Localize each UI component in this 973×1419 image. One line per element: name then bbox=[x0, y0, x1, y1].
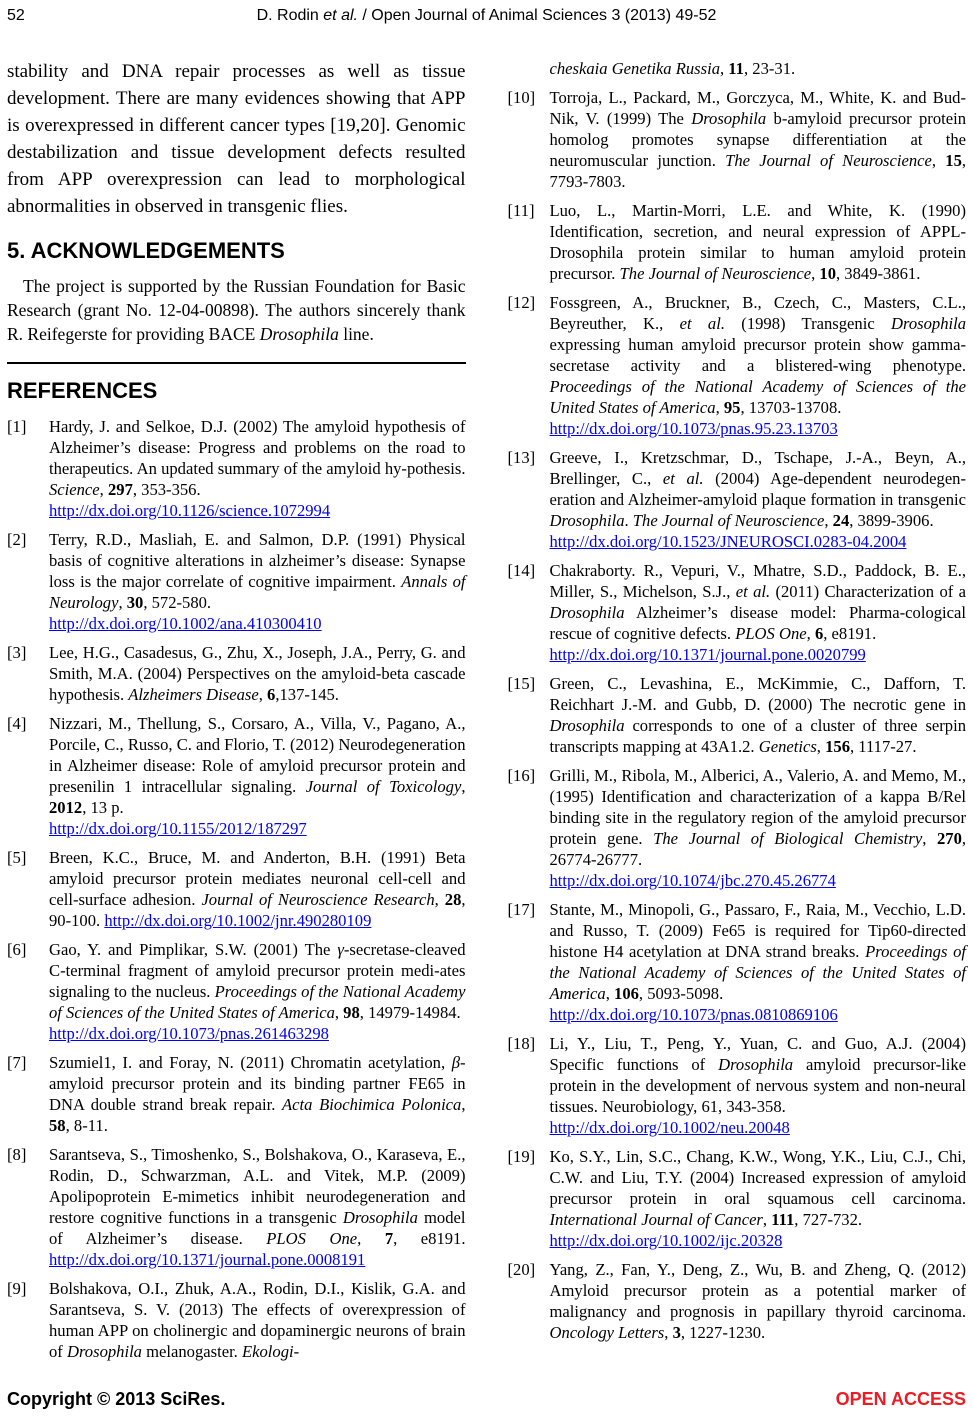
text-segment: Szumiel1, I. and Foray, N. (2011) Chromatin acetylation, bbox=[49, 1053, 452, 1072]
reference-entry bbox=[508, 447, 967, 552]
reference-text bbox=[49, 642, 466, 705]
reference-entry bbox=[7, 416, 466, 521]
text-segment: Oncology Letters bbox=[549, 1323, 665, 1342]
reference-number: [19] bbox=[507, 1147, 536, 1166]
text-segment: Drosophila bbox=[549, 603, 625, 622]
reference-text bbox=[550, 899, 967, 1025]
open-access-badge: OPEN ACCESS bbox=[835, 1389, 966, 1409]
reference-entry bbox=[508, 292, 967, 439]
text-segment: , 8-11. bbox=[65, 1116, 108, 1135]
reference-number: [7] bbox=[7, 1053, 27, 1072]
text-segment: 11 bbox=[728, 59, 744, 78]
page-footer bbox=[7, 1389, 966, 1410]
text-segment: Drosophila bbox=[342, 1208, 418, 1227]
text-segment: , bbox=[824, 511, 833, 530]
text-segment: 30 bbox=[126, 593, 144, 612]
text-segment: Li, Y., Liu, T., Peng, Y., Yuan, C. and Guo, A.J. (2004) Specific functions of bbox=[549, 1034, 966, 1074]
text-segment: Alzheimers Disease bbox=[128, 685, 259, 704]
text-segment: ,137-145. bbox=[275, 685, 339, 704]
text-segment: model of Alzheimer’s disease. bbox=[49, 1208, 466, 1248]
reference-text bbox=[550, 765, 967, 891]
text-segment: , bbox=[715, 398, 724, 417]
text-segment: The project is supported by the Russian Foundation for Basic Research (grant No. 12-04-00898). The authors sincerely thank R. Reifegerste for providing BACE bbox=[7, 276, 466, 344]
text-segment: , 14979-14984. bbox=[359, 1003, 461, 1022]
doi-link[interactable]: http://dx.doi.org/10.1126/science.1072994 bbox=[49, 501, 331, 520]
reference-number: [13] bbox=[507, 448, 536, 467]
doi-link[interactable]: http://dx.doi.org/10.1155/2012/187297 bbox=[49, 819, 307, 838]
text-segment: et al. bbox=[662, 469, 704, 488]
reference-entry bbox=[7, 529, 466, 634]
text-segment: 24 bbox=[832, 511, 850, 530]
text-segment: Drosophila bbox=[718, 1055, 794, 1074]
reference-entry bbox=[7, 847, 466, 931]
reference-list-right bbox=[508, 87, 967, 1343]
text-segment: , bbox=[334, 1003, 344, 1022]
text-segment: Greeve, I., Kretzschmar, D., Tschape, J.-A., Beyn, A., Brellinger, C., bbox=[549, 448, 966, 488]
doi-link[interactable]: http://dx.doi.org/10.1073/pnas.0810869106 bbox=[549, 1005, 838, 1024]
text-segment: , bbox=[461, 777, 466, 796]
text-segment: , bbox=[762, 1210, 772, 1229]
text-segment: corresponds to one of a cluster of three serpin transcripts mapping at 43A1.2. bbox=[549, 716, 966, 756]
reference-text bbox=[49, 713, 466, 839]
text-segment: Sarantseva, S., Timoshenko, S., Bolshakova, O., Karaseva, E., Rodin, D., Schwarzman, A.L. and Vitek, M.P. (2009) Apolipoprotein E-mimetics inhibit neurodegeneration and restore cognitive functions in a transgenic bbox=[49, 1145, 466, 1227]
page-number: 52 bbox=[7, 7, 25, 24]
text-segment: 6 bbox=[267, 685, 276, 704]
reference-entry bbox=[7, 1278, 466, 1362]
reference-number: [11] bbox=[507, 201, 535, 220]
text-segment: Luo, L., Martin-Morri, L.E. and White, K. (1990) Identification, secretion, and neural expression of APPL-Drosophila protein similar to human amyloid protein precursor. bbox=[549, 201, 966, 283]
text-segment: , 3849-3861. bbox=[836, 264, 921, 283]
text-segment: The Journal of Neuroscience bbox=[619, 264, 812, 283]
text-segment: 15 bbox=[945, 151, 962, 170]
text-segment: et al. bbox=[679, 314, 725, 333]
text-segment: , 23-31. bbox=[743, 59, 796, 78]
text-segment: (2011) Characterization of a bbox=[770, 582, 966, 601]
reference-text bbox=[550, 1033, 967, 1138]
text-segment: , 5093-5098. bbox=[638, 984, 724, 1003]
text-segment: γ bbox=[337, 940, 344, 959]
doi-link[interactable]: http://dx.doi.org/10.1074/jbc.270.45.26774 bbox=[549, 871, 836, 890]
doi-link[interactable]: http://dx.doi.org/10.1073/pnas.95.23.13703 bbox=[549, 419, 838, 438]
left-column bbox=[7, 58, 466, 1370]
text-segment: Proceedings of the National Academy of Sciences of the United States of America bbox=[549, 942, 966, 1003]
reference-text bbox=[49, 939, 466, 1044]
text-segment: Drosophila bbox=[891, 314, 967, 333]
text-segment: amyloid precursor-like protein in the development of nervous system and non-neural tissues. Neurobiology, 61, 343-358. bbox=[549, 1055, 966, 1116]
text-segment: , bbox=[922, 829, 937, 848]
reference-text bbox=[550, 673, 967, 757]
text-segment: , 13 p. bbox=[82, 798, 124, 817]
text-segment: Journal of Toxicology bbox=[305, 777, 462, 796]
reference-entry bbox=[508, 1033, 967, 1138]
text-segment: D. Rodin bbox=[256, 7, 324, 24]
reference-number: [1] bbox=[7, 417, 27, 436]
reference-number: [4] bbox=[7, 714, 27, 733]
page-header bbox=[0, 6, 973, 26]
text-segment: Proceedings of the National Academy of Sciences of the United States of America bbox=[49, 982, 466, 1022]
text-segment: The Journal of Biological Chemistry bbox=[653, 829, 923, 848]
text-segment: cheskaia Genetika Russia bbox=[549, 59, 720, 78]
text-segment: Drosophila bbox=[66, 1342, 142, 1361]
text-segment: , e8191. bbox=[393, 1229, 466, 1248]
text-segment: Genetics bbox=[758, 737, 817, 756]
text-segment: Proceedings of the National Academy of Sciences of the United States of America bbox=[549, 377, 966, 417]
reference-number: [2] bbox=[7, 530, 27, 549]
reference-number: [6] bbox=[7, 940, 27, 959]
reference-text bbox=[550, 1259, 967, 1343]
text-segment: , bbox=[258, 685, 268, 704]
section-divider-rule bbox=[7, 362, 466, 364]
reference-text bbox=[49, 1278, 466, 1362]
text-segment: Bolshakova, O.I., Zhuk, A.A., Rodin, D.I., Kislik, G.A. and Sarantseva, S. V. (2013) The effects of overexpression of human APP on cholinergic and dopaminergic neurons of brain of bbox=[49, 1279, 466, 1361]
continuation-indent bbox=[508, 58, 550, 79]
text-segment: , 353-356. bbox=[132, 480, 201, 499]
text-segment: Lee, H.G., Casadesus, G., Zhu, X., Joseph, J.A., Perry, G. and Smith, M.A. (2004) Perspectives on the amyloid-beta cascade hypothesis. bbox=[49, 643, 466, 704]
text-segment: 28 bbox=[444, 890, 462, 909]
text-segment: , bbox=[720, 59, 729, 78]
reference-entry bbox=[7, 1052, 466, 1136]
doi-link[interactable]: http://dx.doi.org/10.1371/journal.pone.0020799 bbox=[549, 645, 866, 664]
text-segment: , bbox=[118, 593, 127, 612]
reference-9-continuation bbox=[508, 58, 967, 79]
reference-entry bbox=[508, 200, 967, 284]
text-segment: 58 bbox=[49, 1116, 66, 1135]
reference-number: [20] bbox=[507, 1260, 536, 1279]
reference-entry bbox=[7, 939, 466, 1044]
text-segment: , bbox=[357, 1229, 385, 1248]
text-segment: , bbox=[664, 1323, 673, 1342]
text-segment: , 1117-27. bbox=[849, 737, 917, 756]
text-segment: line. bbox=[338, 324, 374, 344]
body-paragraph: stability and DNA repair processes as well as tissue development. There are many evidences showing that APP is overexpressed in different cancer types [19,20]. Genomic destabilization and tissue development defects resulted from APP overexpression can lead to morphological abnormalities in observed in transgenic flies. bbox=[7, 61, 466, 217]
reference-number: [15] bbox=[507, 674, 536, 693]
text-segment: β bbox=[451, 1053, 460, 1072]
reference-entry bbox=[508, 765, 967, 891]
reference-text bbox=[49, 847, 466, 931]
reference-number: [8] bbox=[7, 1145, 27, 1164]
text-segment: , 727-732. bbox=[794, 1210, 863, 1229]
text-segment: 106 bbox=[614, 984, 639, 1003]
text-segment: Annals of Neurology bbox=[49, 572, 466, 612]
text-segment: Hardy, J. and Selkoe, D.J. (2002) The amyloid hypothesis of Alzheimer’s disease: Progress and problems on the road to therapeutics. An updated summary of the amyloid hy-pothesis. bbox=[49, 417, 466, 478]
text-segment: PLOS One bbox=[266, 1229, 358, 1248]
reference-entry bbox=[508, 899, 967, 1025]
text-segment: et al. bbox=[735, 582, 771, 601]
reference-entry bbox=[508, 1259, 967, 1343]
text-segment: , bbox=[461, 1095, 466, 1114]
text-segment: , bbox=[816, 737, 826, 756]
reference-text bbox=[49, 416, 466, 521]
text-segment: Breen, K.C., Bruce, M. and Anderton, B.H. (1991) Beta amyloid precursor protein mediates neuronal cell-cell and cell-surface adhesion. bbox=[49, 848, 466, 909]
reference-entry bbox=[508, 673, 967, 757]
acknowledgements-heading: 5. ACKNOWLEDGEMENTS bbox=[7, 238, 285, 263]
reference-number: [17] bbox=[507, 900, 536, 919]
text-segment: The Journal of Neuroscience bbox=[632, 511, 825, 530]
text-segment: Drosophila bbox=[549, 511, 625, 530]
text-segment: 95 bbox=[723, 398, 741, 417]
reference-number: [5] bbox=[7, 848, 27, 867]
reference-text bbox=[550, 1146, 967, 1251]
text-segment: Chakraborty. R., Vepuri, V., Mhatre, S.D., Paddock, B. E., Miller, S., Michelson, S.J., bbox=[549, 561, 966, 601]
text-segment: , bbox=[99, 480, 108, 499]
text-segment: 2012 bbox=[49, 798, 83, 817]
text-segment: . bbox=[624, 511, 633, 530]
text-segment: (1998) Transgenic bbox=[724, 314, 892, 333]
text-segment: , 572-580. bbox=[143, 593, 212, 612]
reference-number: [16] bbox=[507, 766, 536, 785]
text-segment: 3 bbox=[672, 1323, 681, 1342]
text-segment: , bbox=[931, 151, 946, 170]
references-heading: REFERENCES bbox=[7, 378, 158, 403]
text-segment: The Journal of Neuroscience bbox=[725, 151, 932, 170]
reference-number: [9] bbox=[7, 1279, 27, 1298]
text-segment: 270 bbox=[936, 829, 962, 848]
reference-number: [3] bbox=[7, 643, 27, 662]
text-segment: 6 bbox=[814, 624, 824, 643]
text-segment: Drosophila bbox=[549, 716, 625, 735]
text-segment: , 26774-26777. bbox=[549, 829, 967, 869]
text-segment: International Journal of Cancer bbox=[549, 1210, 763, 1229]
text-segment: Drosophila bbox=[691, 109, 767, 128]
acknowledgements-paragraph bbox=[7, 274, 466, 346]
text-segment: , bbox=[811, 264, 820, 283]
reference-text bbox=[550, 87, 967, 192]
text-segment: Journal of Neuroscience Research bbox=[201, 890, 435, 909]
text-segment: (2004) Age-dependent neurodegen-eration and Alzheimer-amyloid plaque formation in transgenic bbox=[549, 469, 967, 509]
text-segment: Grilli, M., Ribola, M., Alberici, A., Valerio, A. and Memo, M., (1995) Identification and characterization of a kappa B/Rel binding site in the regulatory region of the amyloid precursor protein gene. bbox=[549, 766, 966, 848]
reference-text bbox=[550, 447, 967, 552]
text-segment: -amyloid precursor protein and its binding partner FE65 in DNA double strand break repair. bbox=[49, 1053, 466, 1114]
reference-number: [10] bbox=[507, 88, 536, 107]
doi-link[interactable]: http://dx.doi.org/10.1523/JNEUROSCI.0283-04.2004 bbox=[549, 532, 907, 551]
text-segment: , bbox=[434, 890, 445, 909]
reference-entry bbox=[7, 1144, 466, 1270]
text-segment: Fossgreen, A., Bruckner, B., Czech, C., Masters, C.L., Beyreuther, K., bbox=[549, 293, 966, 333]
text-segment: , e8191. bbox=[823, 624, 877, 643]
reference-text bbox=[49, 1052, 466, 1136]
text-segment: , bbox=[605, 984, 615, 1003]
text-segment: Nizzari, M., Thellung, S., Corsaro, A., Villa, V., Pagano, A., Porcile, C., Russo, C. and Florio, T. (2012) Neurodegeneration in Alzheimer disease: Role of amyloid precursor protein and presenilin 1 intracellular signaling. bbox=[49, 714, 466, 796]
text-segment: -secretase-cleaved C-terminal fragment of amyloid precursor protein medi-ates signaling to the nucleus. bbox=[49, 940, 466, 1001]
text-segment: Torroja, L., Packard, M., Gorczyca, M., White, K. and Bud-Nik, V. (1999) The bbox=[549, 88, 966, 128]
two-column-body bbox=[7, 58, 966, 1370]
text-segment: Gao, Y. and Pimplikar, S.W. (2001) The bbox=[49, 940, 338, 959]
text-segment: PLOS One bbox=[735, 624, 807, 643]
doi-link[interactable]: http://dx.doi.org/10.1002/jnr.490280109 bbox=[104, 911, 372, 930]
text-segment: 111 bbox=[771, 1210, 795, 1229]
reference-text bbox=[49, 1144, 466, 1270]
text-segment: 156 bbox=[825, 737, 850, 756]
running-title bbox=[0, 6, 973, 26]
text-segment: Drosophila bbox=[259, 324, 339, 344]
text-segment: et al. bbox=[323, 7, 358, 24]
text-segment: b-amyloid precursor protein homolog promotes synapse differentiation at the neuromuscular junction. bbox=[549, 109, 967, 170]
text-segment: Ko, S.Y., Lin, S.C., Chang, K.W., Wong, Y.K., Liu, C.J., Chi, C.W. and Liu, T.Y. (2004) Increased expression of amyloid precursor protein in oral squamous cell carcinoma. bbox=[549, 1147, 966, 1208]
text-segment: Ekologi- bbox=[241, 1342, 300, 1361]
reference-text bbox=[550, 560, 967, 665]
text-segment: Green, C., Levashina, E., McKimmie, C., Dafforn, T. Reichhart J.-M. and Gubb, D. (2000) The necrotic gene in bbox=[549, 674, 966, 714]
doi-link[interactable]: http://dx.doi.org/10.1002/ana.410300410 bbox=[49, 614, 322, 633]
text-segment: melanogaster. bbox=[141, 1342, 242, 1361]
text-segment: , 3899-3906. bbox=[849, 511, 934, 530]
copyright-text: Copyright © 2013 SciRes. bbox=[7, 1389, 226, 1409]
reference-number: [18] bbox=[507, 1034, 536, 1053]
doi-link[interactable]: http://dx.doi.org/10.1002/ijc.20328 bbox=[549, 1231, 783, 1250]
right-column bbox=[508, 58, 967, 1351]
reference-entry bbox=[508, 560, 967, 665]
doi-link[interactable]: http://dx.doi.org/10.1073/pnas.261463298 bbox=[49, 1024, 329, 1043]
text-segment: expressing human amyloid precursor protein show gamma-secretase activity and a blistered-wing phenotype. bbox=[549, 335, 966, 375]
reference-entry bbox=[7, 713, 466, 839]
reference-text bbox=[49, 529, 466, 634]
reference-text bbox=[550, 292, 967, 439]
reference-entry bbox=[508, 1146, 967, 1251]
text-segment: , 1227-1230. bbox=[680, 1323, 766, 1342]
text-segment: 10 bbox=[819, 264, 836, 283]
doi-link[interactable]: http://dx.doi.org/10.1371/journal.pone.0008191 bbox=[49, 1250, 366, 1269]
reference-text bbox=[550, 58, 967, 79]
reference-number: [12] bbox=[507, 293, 536, 312]
text-segment: , 7793-7803. bbox=[549, 151, 967, 191]
doi-link[interactable]: http://dx.doi.org/10.1002/neu.20048 bbox=[549, 1118, 790, 1137]
text-segment: , bbox=[806, 624, 815, 643]
text-segment: Alzheimer’s disease model: Pharma-cological rescue of cognitive defects. bbox=[549, 603, 966, 643]
text-segment: Science bbox=[49, 480, 100, 499]
text-segment: , 13703-13708. bbox=[740, 398, 842, 417]
text-segment: 98 bbox=[343, 1003, 360, 1022]
reference-list-left bbox=[7, 416, 466, 1362]
text-segment: Stante, M., Minopoli, G., Passaro, F., Raia, M., Vecchio, L.D. and Russo, T. (2009) Fe65 is required for Tip60-directed histone H4 acetylation at DNA strand breaks. bbox=[549, 900, 966, 961]
text-segment: 7 bbox=[384, 1229, 394, 1248]
text-segment: 297 bbox=[107, 480, 133, 499]
text-segment: / Open Journal of Animal Sciences 3 (2013) 49-52 bbox=[357, 7, 717, 24]
text-segment: Yang, Z., Fan, Y., Deng, Z., Wu, B. and Zheng, Q. (2012) Amyloid precursor protein as a potential marker of malignancy and prognosis in papillary thyroid carcinoma. bbox=[549, 1260, 966, 1321]
text-segment: , 90-100. bbox=[49, 890, 466, 930]
reference-entry bbox=[7, 642, 466, 705]
text-segment: Terry, R.D., Masliah, E. and Salmon, D.P. (1991) Physical basis of cognitive alterations in alzheimer’s disease: Synapse loss is the major correlate of cognitive impairment. bbox=[49, 530, 466, 591]
reference-number: [14] bbox=[507, 561, 536, 580]
text-segment: Acta Biochimica Polonica bbox=[282, 1095, 462, 1114]
reference-text bbox=[550, 200, 967, 284]
reference-entry bbox=[508, 87, 967, 192]
